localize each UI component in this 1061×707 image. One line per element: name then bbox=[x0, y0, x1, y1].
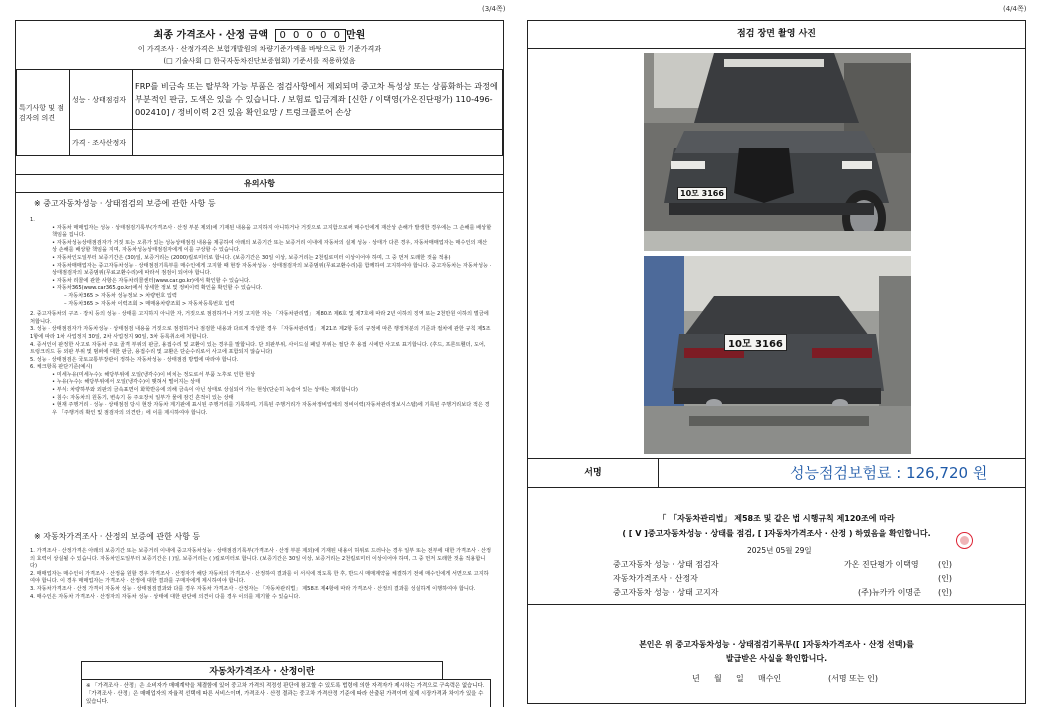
inspector-label: 중고자동차 성능 · 상태 점검자 bbox=[613, 560, 719, 569]
price-title-row bbox=[16, 26, 503, 42]
note-line: • 침수: 자동차의 원동기, 변속기 등 주요장치 일부가 물에 잠긴 흔적이 있는 상태 bbox=[52, 394, 234, 401]
note-line: 4. 증서인이 판정한 사고로 자동차 주요 골격 부위의 판금, 용접수리 및 교환이 있는 경우를 말합니다. 단 외판부위, 사이드실 패널 부위는 절단 후 용접 시에만 사고로 표기합니다. (후드, 프론트휀더, 도어, 트렁크리드 등 외판 부위 및 범퍼에 대한 판금, 용접수리 및 교환은 단순수리로서 사고에 포함되지 않습니다) bbox=[30, 341, 486, 356]
left-page bbox=[15, 20, 504, 707]
note-line: 4. 매수인은 자동차 가격조사 · 산정자의 자동차 성능 · 상태에 대한 판단에 의견이 다를 경우 이의를 제기할 수 있습니다. bbox=[30, 593, 301, 600]
note-line: • 자동차성능상태점검자가 거짓 또는 오류가 있는 성능상태점검 내용을 제공하여 아래의 보증기간 또는 보증거리 이내에 자동차의 실제 성능 · 상태가 다른 경우, 자동차매매업자는 매수인의 재산상 손해를 배상할 책임을 지며, 자동차성능상태점검자에게 이를 구상할 수 있습니다. bbox=[52, 239, 488, 254]
note-line: 2. 중고자동차의 구조 · 장치 등의 성능 · 상태를 고지하지 아니한 자, 거짓으로 점검하거나 거짓 고지한 자는 「자동차관리법」 제80조 제6호 및 제7호에 따라 2년 이하의 징역 또는 2천만원 이하의 벌금에 처합니다. bbox=[30, 311, 489, 325]
note-line: 1. 가격조사 · 산정가격은 아래의 보증기간 또는 보증거리 이내에 중고자동차성능 · 상태점검기록부(가격조사 · 산정 부분 제외)에 기재된 내용이 허위로 드러나는 경우 일부 또는 전부에 대한 가격조사 · 산정의 효력이 상실될 수 있습니다. 자동차인도일부터 보증기간은 ( )일, 보증거리는 ( )킬로미터로 합니다. (보증기간은 30일 이상, 보증거리는 2천킬로미터 이상이어야 하며, 그 중 먼저 도래한 것을 적용합니다) bbox=[30, 548, 492, 570]
note-line: • 자동차 매매업자는 성능 · 상태점검기록부(가격조사 · 산정 부분 제외)에 기재된 내용을 고지하지 아니하거나 거짓으로 고지함으로써 매수인에게 재산상 손해가 발생한 경우에는 그 손해를 배상할 책임을 집니다. bbox=[52, 224, 492, 239]
price-examiner-label: 가격 · 조사산정자 bbox=[70, 130, 133, 156]
plate-rear: 10모 3166 bbox=[724, 334, 787, 351]
note-line: • 현재 주행거리 · 성능 · 상태점검 당시 현장 자동차 계기판에 표시된 주행거리를 기록하며, 기록된 주행거리가 자동차정비업체의 정비이력(자동차관리정보시스템)에 기록된 주행거리보다 적은 경우 「주행거리 확인 및 점검자의 의견란」에 이를 제시하여야 합니다. bbox=[52, 402, 490, 416]
signature-label: 서명 bbox=[528, 459, 659, 487]
notifier-seal: (인) bbox=[938, 588, 952, 597]
law-line: 「 「자동차관리법」 제58조 및 같은 법 시행규칙 제120조에 따라 bbox=[658, 514, 895, 523]
signature-row bbox=[528, 458, 1025, 488]
check-tail: 기준서를 적용하였음 bbox=[292, 57, 356, 65]
notes-section-2-body bbox=[30, 548, 492, 601]
price-unit: 만원 bbox=[346, 30, 366, 41]
buyer-sign: (서명 또는 인) bbox=[828, 674, 878, 683]
buyer-label: 매수인 bbox=[758, 674, 782, 683]
price-definition-text: ※ 「가격조사 · 산정」은 소비자가 매매계약을 체결함에 있어 중고차 가격의 적정성 판단에 참고할 수 있도록 법령에 의한 자격자가 제시하는 가격으로 구속력은 없습니다. 「가격조사 · 산정」은 매매업자의 자율적 선택에 따른 서비스이며, 가격조사 · 산정 결과는 중고차 가격산정 기준에 따라 산출된 가격이며 실제 시장가격과 차이가 있을 수 있습니다. bbox=[81, 679, 491, 707]
inspection-photo-front bbox=[644, 53, 911, 251]
price-check-row: (□ 기술사회 □ 한국자동차진단보증협회) 기준서를 적용하였음 bbox=[163, 57, 356, 65]
inspection-photo-rear bbox=[644, 256, 911, 454]
front-car-photo bbox=[644, 53, 911, 251]
note-line: • 자동차매매업자는 중고자동차성능 · 상태점검기록부를 매수인에게 고지할 때 현장 자동차성능 · 상태점검자의 보증범위(무료교환수리)를 함께하여 고지하여야 합니다. 중고자동차는 자동차성능 · 상태점검자의 보증범위(무료교환수리)에 따라서 점검이 되어야 합니다. bbox=[52, 262, 492, 277]
price-definition-title: 자동차가격조사 · 산정이란 bbox=[81, 661, 443, 680]
year-label: 년 bbox=[692, 674, 700, 683]
notes-section-2-title: ※ 자동차가격조사 · 산정의 보증에 관한 사항 등 bbox=[34, 532, 201, 541]
photo-section-title: 점검 장면 촬영 사진 bbox=[528, 21, 1025, 49]
note-line: • 자동차 리콜에 관한 사항은 자동차리콜센터(www.car.go.kr)에서 확인할 수 있습니다. bbox=[52, 277, 251, 284]
note-line: 5. 성능 · 상태점검은 국토교통부장관이 정하는 자동차성능 · 상태점검 방법에 따라야 합니다. bbox=[30, 356, 239, 363]
note-line: 6. 체크항목 판단기준(예시) bbox=[30, 364, 93, 371]
sign-date: 2025년 05월 29일 bbox=[747, 546, 812, 555]
page-number-left: (3/4쪽) bbox=[482, 5, 506, 13]
price-note: 이 가격조사 · 산정가격은 보험개발원의 차량기준가액을 바탕으로 한 기준가격과 bbox=[137, 45, 382, 53]
note-line: • 부식: 차량하부와 외판의 금속표면이 화학반응에 의해 금속이 아닌 상태로 상실되어 가는 현상(단순히 녹슬어 있는 상태는 제외합니다) bbox=[52, 387, 358, 394]
note-line: 1. bbox=[30, 217, 35, 223]
note-line: 2. 매매업자는 매수인이 가격조사 · 산정을 원할 경우 가격조사 · 산정자가 해당 자동차의 가격조사 · 산정하여 결과를 이 서식에 적도록 한 후, 반드시 매매계약을 체결하기 전에 매수인에게 서면으로 고지하여야 합니다. 이 경우 매매업자는 가격조사 · 산정에 대한 결과를 구매자에게 제시하여야 합니다. bbox=[30, 570, 489, 585]
price-examiner-opinion bbox=[133, 130, 503, 156]
note-line: • 자동차인도일부터 보증기간은 (30)일, 보증거리는 (2000)킬로미터로 합니다. (보증기간은 30일 이상, 보증거리는 2천킬로미터 이상이어야 하며, 그 중 먼저 도래한 것을 적용) bbox=[52, 254, 451, 261]
notifier-label: 중고자동차 성능 · 상태 고지자 bbox=[613, 588, 719, 597]
price-title: 최종 가격조사 · 산정 금액 bbox=[153, 30, 268, 41]
page-number-right: (4/4쪽) bbox=[1003, 5, 1027, 13]
inspector-seal: (인) bbox=[938, 560, 952, 569]
confirm-line: ( [ V ]중고자동차성능 · 상태를 점검, [ ]자동차가격조사 · 산정 ) 하였음을 확인합니다. bbox=[622, 529, 931, 538]
note-line: 3. 성능 · 상태점검자가 자동차성능 · 상태점검 내용을 거짓으로 점검하거나 점검한 내용과 다르게 작성한 경우 「자동차관리법」 제21조 제2항 등의 규정에 따른 행정처분의 기준과 절차에 관한 규칙 제5조 1항에 따라 1차 사업정지 30일, 2차 사업정지 90일, 3차 등록취소에 처합니다. bbox=[30, 326, 491, 340]
price-examiner-sign-label: 자동차가격조사 · 산정자 bbox=[613, 574, 698, 583]
note-line: • 누유(누수): 해당부위에서 오일(냉각수)이 맺혀서 떨어지는 상태 bbox=[52, 379, 201, 386]
opinion-row-label: 특기사항 및 점검자의 의견 bbox=[17, 70, 70, 156]
notifier-name: (주)뉴카카 이명준 bbox=[858, 588, 921, 597]
insurance-fee: 성능점검보험료 : 126,720 원 bbox=[790, 464, 988, 482]
opinion-table bbox=[16, 69, 503, 156]
perf-opinion-text: FRP를 비금속 또는 탈부착 가능 부품은 점검사항에서 제외되며 중고차 특성상 또는 상품화하는 과정에 부분적인 판금, 도색은 있을 수 있습니다. / 보험료 입금계좌 [신한 / 이택영(가온진단평가) 110-496-002410] / 정비이력 2건 있음 확인요망 / 트렁크플로어 손상 bbox=[133, 70, 503, 130]
check-engineer: □ 기술사회 bbox=[166, 57, 203, 65]
check-association: □ 한국자동차진단보증협회 bbox=[204, 57, 288, 65]
receipt-line-2: 발급받은 사실을 확인합니다. bbox=[725, 654, 828, 663]
right-page bbox=[527, 20, 1026, 704]
note-line: – 자동차365 > 자동차 성능정보 > 차량번호 입력 bbox=[64, 292, 177, 299]
plate-front: 10모 3166 bbox=[677, 187, 727, 200]
red-seal-stamp bbox=[956, 532, 973, 549]
price-amount: 0 0 0 0 0 bbox=[275, 29, 346, 42]
perf-label: 성능 · 상태점검자 bbox=[70, 70, 133, 130]
note-line: • 미세누유(미세누수): 해당부위에 오일(냉각수)이 비치는 정도로서 부품 노후로 인한 현상 bbox=[52, 371, 256, 378]
receipt-line-1: 본인은 위 중고자동차성능 · 상태점검기록부([ ]자동차가격조사 · 산정 선택)를 bbox=[639, 640, 914, 649]
day-label: 일 bbox=[736, 674, 744, 683]
note-line: • 자동차365(www.car365.go.kr)에서 상세한 정보 및 정비이력 확인을 확인할 수 있습니다. bbox=[52, 285, 263, 292]
note-line: 3. 자동차가격조사 · 산정 가격이 자동차 성능 · 상태점검결과와 다를 경우 자동차 가격조사 · 산정자는 「자동차관리법」 제58조 제4항에 따라 가격조사 · 산정의 결과를 성실하게 이행하여야 합니다. bbox=[30, 585, 476, 592]
inspector-name: 가온 진단평가 이택영 bbox=[844, 560, 919, 569]
notes-heading: 유의사항 bbox=[16, 174, 503, 193]
notes-section-1-body bbox=[30, 217, 492, 417]
note-line: – 자동차365 > 자동차 이력조회 > 매매용차량조회 > 자동차등록번호 입력 bbox=[64, 300, 235, 307]
rear-car-photo bbox=[644, 256, 911, 454]
notes-section-1-title bbox=[34, 179, 216, 208]
price-examiner-seal: (인) bbox=[938, 574, 952, 583]
month-label: 월 bbox=[714, 674, 722, 683]
divider bbox=[528, 604, 1025, 605]
notes-section-1-text: ※ 중고자동차성능 · 상태점검의 보증에 관한 사항 등 bbox=[34, 199, 216, 208]
